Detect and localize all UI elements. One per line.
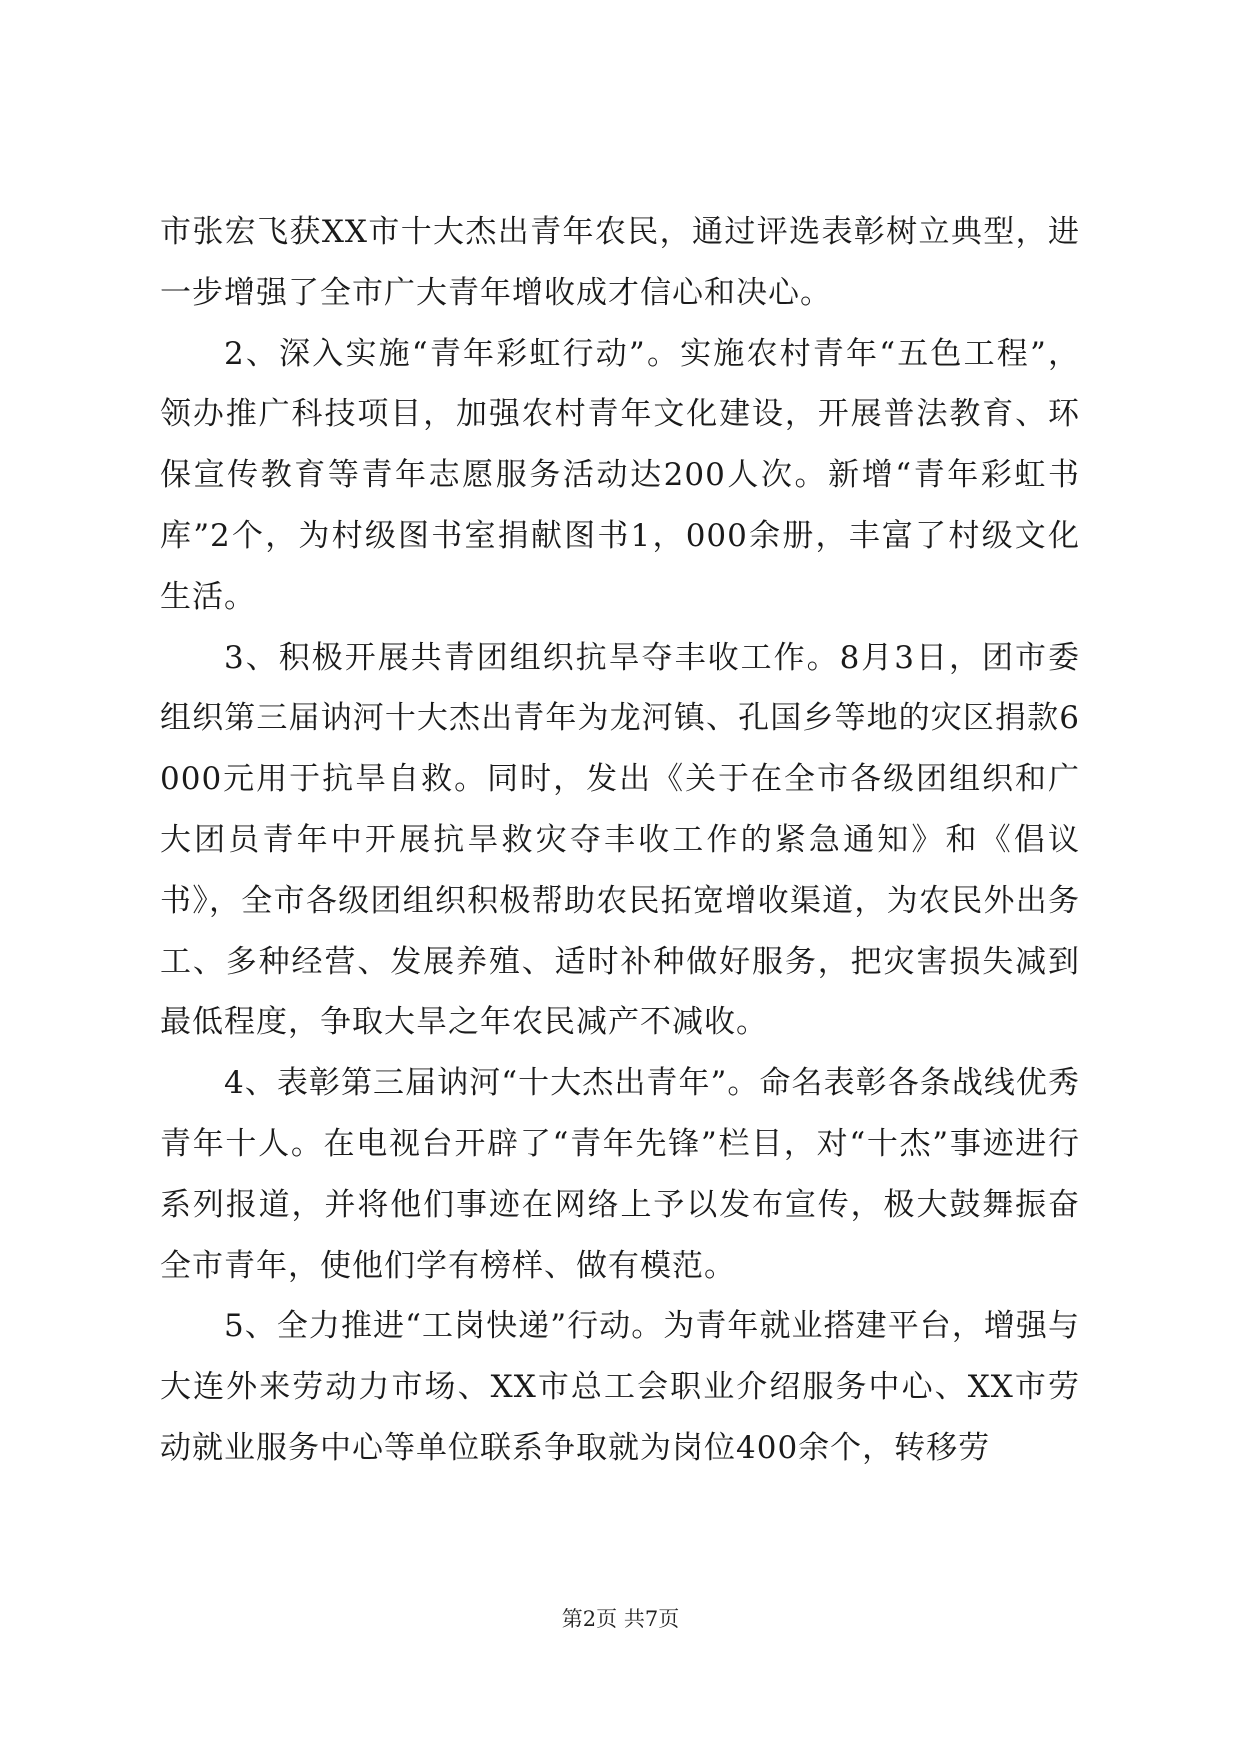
paragraph-item-5: 5、全力推进“工岗快递”行动。为青年就业搭建平台，增强与大连外来劳动力市场、XX市总工会职业介绍服务中心、XX市劳动就业服务中心等单位联系争取就为岗位400余个，转移劳 <box>160 1308 1080 1466</box>
paragraph-continuation: 市张宏飞获XX市十大杰出青年农民，通过评选表彰树立典型，进一步增强了全市广大青年增收成才信心和决心。 <box>160 214 1080 311</box>
paragraph-item-3: 3、积极开展共青团组织抗旱夺丰收工作。8月3日，团市委组织第三届讷河十大杰出青年为龙河镇、孔国乡等地的灾区捐款6000元用于抗旱自救。同时，发出《关于在全市各级团组织和广大团员青年中开展抗旱救灾夺丰收工作的紧急通知》和《倡议书》，全市各级团组织积极帮助农民拓宽增收渠道，为农民外出务工、多种经营、发展养殖、适时补种做好服务，把灾害损失减到最低程度，争取大旱之年农民减产不减收。 <box>160 639 1080 1041</box>
page-number-footer: 第2页 共7页 <box>561 1607 680 1631</box>
paragraph-item-4: 4、表彰第三届讷河“十大杰出青年”。命名表彰各条战线优秀青年十人。在电视台开辟了“青年先锋”栏目，对“十杰”事迹进行系列报道，并将他们事迹在网络上予以发布宣传，极大鼓舞振奋全市青年，使他们学有榜样、做有模范。 <box>160 1065 1080 1284</box>
document-body <box>160 202 1080 1479</box>
paragraph-item-2: 2、深入实施“青年彩虹行动”。实施农村青年“五色工程”，领办推广科技项目，加强农村青年文化建设，开展普法教育、环保宣传教育等青年志愿服务活动达200人次。新增“青年彩虹书库”2个，为村级图书室捐献图书1，000余册，丰富了村级文化生活。 <box>160 335 1080 615</box>
